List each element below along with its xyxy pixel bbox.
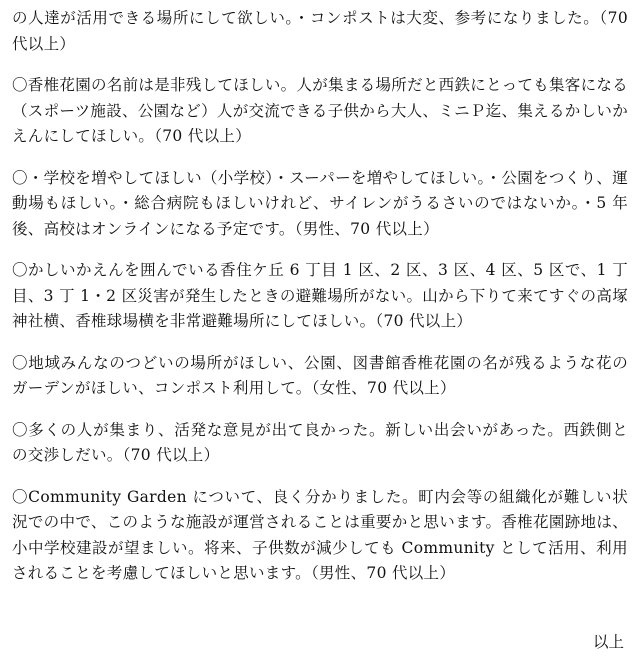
comment-paragraph: 〇かしいかえんを囲んでいる香住ケ丘 6 丁目 1 区、2 区、3 区、4 区、5 区で、1 丁目、3 丁 1・2 区災害が発生したときの避難場所がない。山から下りて来てすぐの高塚神社横、香椎球場横を非常避難場所にしてほしい。（70 代以上） bbox=[12, 261, 628, 330]
closing-mark: 以上 bbox=[592, 633, 624, 651]
comment-paragraph: の人達が活用できる場所にして欲しい。・コンポストは大変、参考になりました。（70 代以上） bbox=[12, 9, 628, 53]
comment-paragraph: 〇Community Garden について、良く分かりました。町内会等の組織化が難しい状況での中で、このような施設が運営されることは重要かと思います。香椎花園跡地は、小中学校建設が望ましい。将来、子供数が減少しても Community として活用、利用されることを考慮してほしいと思います。（男性、70 代以上） bbox=[12, 487, 628, 582]
comment-paragraph: 〇香椎花園の名前は是非残してほしい。人が集まる場所だと西鉄にとっても集客になる（スポーツ施設、公園など）人が交流できる子供から大人、ミニＰ迄、集えるかしいかえんにしてほしい。（70 代以上） bbox=[12, 76, 628, 145]
document-body bbox=[12, 6, 628, 603]
comment-paragraph: 〇地域みんなのつどいの場所がほしい、公園、図書館香椎花園の名が残るような花のガーデンがほしい、コンポスト利用して。（女性、70 代以上） bbox=[12, 353, 628, 397]
comment-paragraph: 〇・学校を増やしてほしい（小学校）・スーパーを増やしてほしい。・公園をつくり、運動場もほしい。・総合病院もほしいけれど、サイレンがうるさいのではないか。・5 年後、高校はオンラインになる予定です。（男性、70 代以上） bbox=[12, 168, 628, 238]
comment-paragraph: 〇多くの人が集まり、活発な意見が出て良かった。新しい出会いがあった。西鉄側との交渉しだい。（70 代以上） bbox=[12, 420, 628, 464]
